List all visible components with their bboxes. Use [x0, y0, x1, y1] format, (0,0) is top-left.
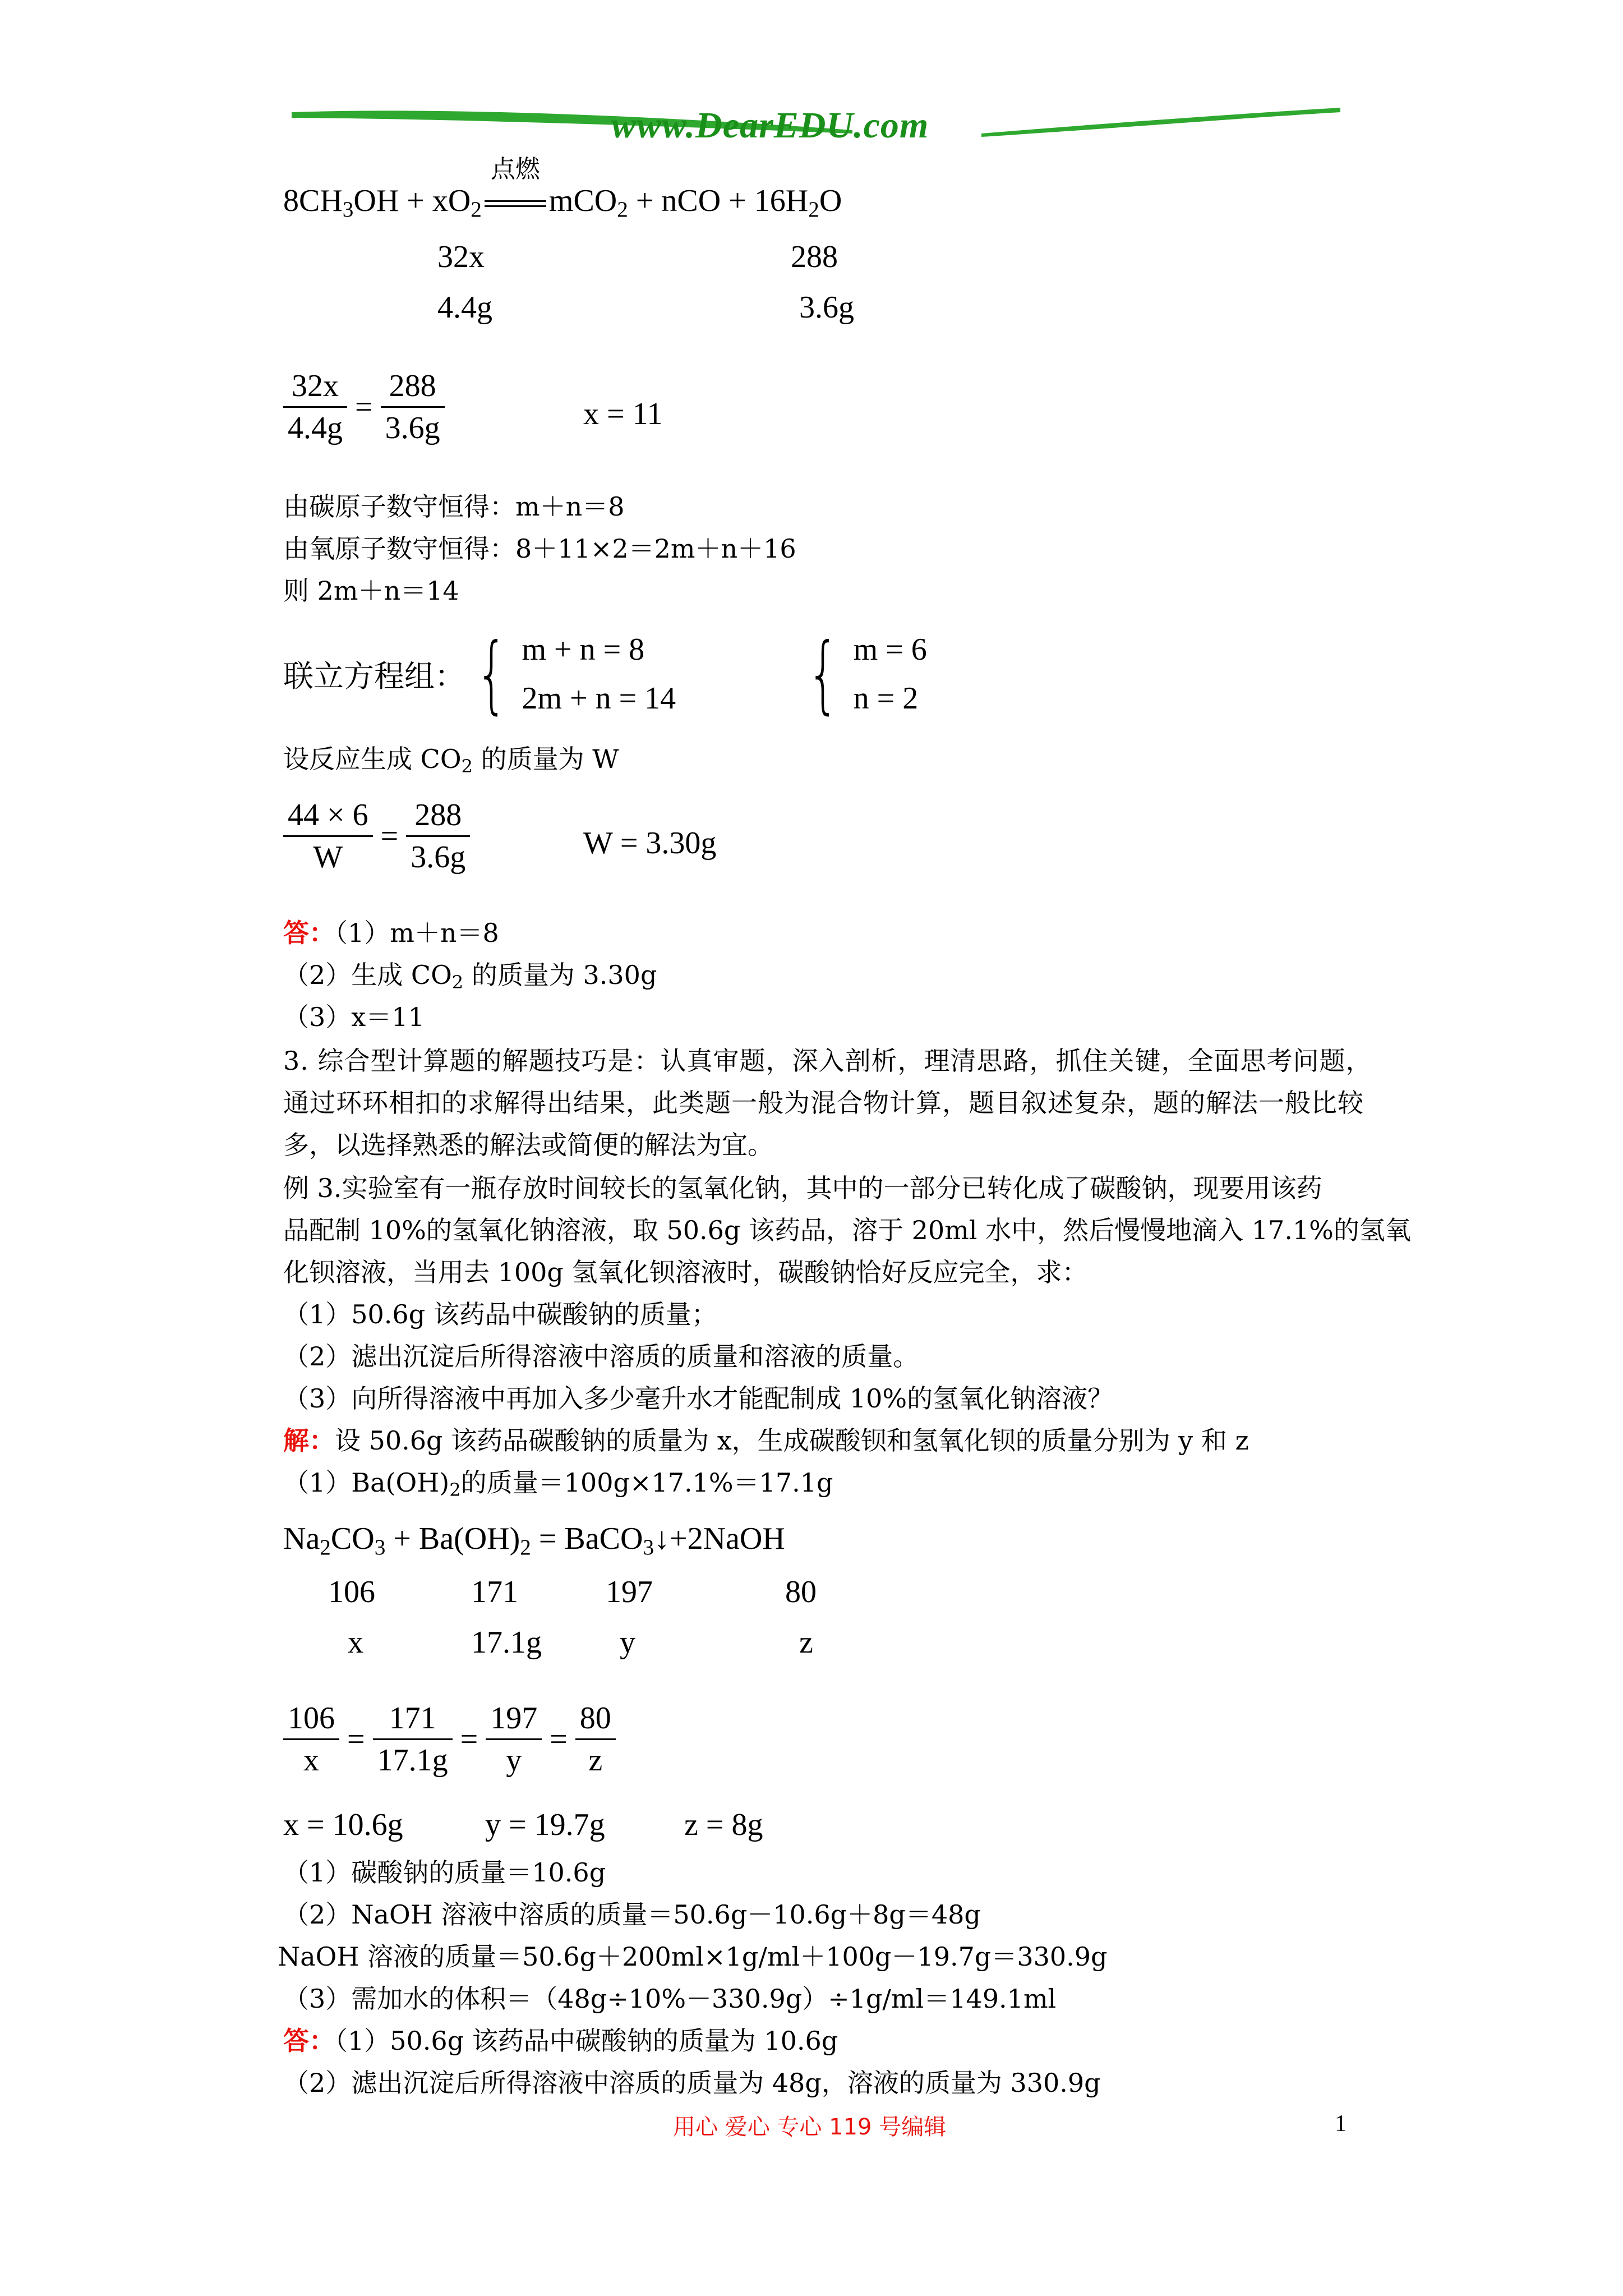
fraction-equation-3: $\frac{106}{x}$ = $\frac{171}{17.1g}$ = $\frac{197}{y}$ = $\frac{80}{z}$ — [283, 1703, 616, 1776]
eq-sub: 3 — [342, 197, 354, 222]
text: （2）生成 CO — [283, 960, 452, 990]
answer-item: （2）滤出沉淀后所得溶液中溶质的质量为 48g，溶液的质量为 330.9g — [283, 2068, 1101, 2098]
text: 设反应生成 CO — [283, 744, 462, 774]
ratio2-bottom: 17.1g — [471, 1625, 542, 1660]
result-w: W = 3.30g — [583, 826, 717, 861]
text: 的质量为 W — [473, 744, 619, 774]
eq-part: 8CH — [283, 183, 343, 218]
result-value: x = 10.6g — [283, 1807, 403, 1842]
example-line: 品配制 10%的氢氧化钠溶液，取 50.6g 该药品，溶于 20ml 水中，然后慢慢地滴入 17.1%的氢氧 — [283, 1215, 1411, 1245]
system-sol: n = 2 — [853, 680, 919, 716]
numerator: 288 — [381, 370, 445, 408]
system-eq: 2m + n = 14 — [522, 680, 676, 716]
site-logo-text: www.DearEDU.com — [611, 105, 929, 146]
fraction — [406, 799, 470, 873]
set-w-line — [283, 746, 619, 775]
eq-sub: 2 — [320, 1535, 331, 1559]
fraction — [575, 1703, 616, 1776]
fraction — [381, 370, 445, 444]
eq-part: mCO — [548, 183, 617, 218]
fraction — [283, 1703, 339, 1776]
eq-part: + Ba(OH) — [385, 1521, 520, 1556]
eq-part: + nCO + 16H — [628, 183, 809, 218]
numerator: 106 — [283, 1703, 339, 1740]
result-value: z = 8g — [684, 1807, 763, 1842]
reaction-equation-2 — [283, 1523, 785, 1558]
sub: 2 — [461, 756, 473, 777]
eq-sub: 2 — [617, 197, 628, 222]
numerator: 171 — [373, 1703, 453, 1740]
answer-item — [283, 962, 657, 991]
eq-part: OH + xO — [353, 183, 471, 218]
system-equations: { m + n = 8 2m + n = 14 — [476, 625, 676, 723]
ratio2-bottom: z — [799, 1625, 813, 1660]
text-line: 由碳原子数守恒得：m＋n＝8 — [283, 491, 625, 522]
eq-sub: 2 — [520, 1535, 531, 1559]
question-item: （2）滤出沉淀后所得溶液中溶质的质量和溶液的质量。 — [283, 1341, 919, 1372]
ratio1-left-bottom: 4.4g — [437, 290, 492, 325]
answer-block-2 — [283, 2028, 838, 2054]
system-label: 联立方程组： — [283, 659, 465, 694]
result-value: y = 19.7g — [485, 1807, 605, 1842]
fraction — [486, 1703, 542, 1776]
denominator: 3.6g — [385, 411, 440, 445]
text-line: （1）碳酸钠的质量＝10.6g — [283, 1857, 606, 1888]
answer-item: （1）m＋n＝8 — [335, 918, 499, 948]
page-number: 1 — [1335, 2111, 1347, 2137]
condition-label: 点燃 — [490, 155, 540, 183]
paragraph-line: 通过环环相扣的求解得出结果，此类题一般为混合物计算，题目叙述复杂，题的解法一般比较 — [283, 1088, 1364, 1118]
ratio1-right-bottom: 3.6g — [799, 290, 854, 325]
system-sol: m = 6 — [853, 632, 927, 667]
denominator: x — [303, 1743, 319, 1778]
equation-system — [283, 625, 927, 723]
fraction-equation-1: $\frac{32x}{4.4g}$ = $\frac{288}{3.6g}$ — [283, 370, 445, 444]
text: 的质量为 3.30g — [463, 960, 657, 990]
text-line: 则 2m＋n＝14 — [283, 576, 459, 606]
numerator: 44 × 6 — [283, 799, 373, 837]
text-line: NaOH 溶液的质量＝50.6g＋200ml×1g/ml＋100g－19.7g＝330.9g — [278, 1941, 1108, 1972]
eq-part: = BaCO — [531, 1521, 643, 1556]
system-solution: { m = 6 n = 2 — [807, 625, 927, 723]
fraction — [283, 799, 373, 873]
eq-part: ↓+2NaOH — [654, 1521, 785, 1556]
eq-part: O — [819, 183, 842, 218]
paragraph-line: 多，以选择熟悉的解法或简便的解法为宜。 — [283, 1130, 773, 1160]
ratio1-left-top: 32x — [437, 240, 485, 274]
result-x: x = 11 — [583, 397, 663, 431]
fraction-equation-2: $\frac{44 \times 6}{W}$ = $\frac{288}{3.6g}$ — [283, 799, 470, 873]
ratio2-bottom: y — [620, 1625, 635, 1660]
text: 设 50.6g 该药品碳酸钠的质量为 x，生成碳酸钡和氢氧化钡的质量分别为 y 和 z — [335, 1425, 1249, 1456]
ratio2-bottom: x — [348, 1625, 363, 1660]
answer-label: 答： — [283, 2026, 335, 2056]
question-item: （1）50.6g 该药品中碳酸钠的质量； — [283, 1299, 717, 1329]
text: （1）Ba(OH) — [283, 1467, 450, 1498]
fraction — [373, 1703, 453, 1776]
system-eq: m + n = 8 — [522, 632, 645, 667]
fraction — [283, 370, 347, 444]
eq-sub: 3 — [374, 1535, 386, 1559]
answer-item: （3）x＝11 — [283, 1002, 425, 1032]
eq-sub: 2 — [471, 197, 482, 222]
solution-intro — [283, 1425, 1249, 1456]
eq-sub: 2 — [808, 197, 819, 222]
text-line: （3）需加水的体积＝（48g÷10%－330.9g）÷1g/ml＝149.1ml — [283, 1984, 1057, 2014]
paragraph-line: 3. 综合型计算题的解题技巧是：认真审题，深入剖析，理清思路，抓住关键，全面思考问题， — [283, 1046, 1372, 1076]
denominator: y — [506, 1743, 522, 1778]
example-line: 化钡溶液，当用去 100g 氢氧化钡溶液时，碳酸钠恰好反应完全，求： — [283, 1257, 1088, 1287]
ratio2-top: 106 — [328, 1575, 375, 1609]
eq-part: CO — [330, 1521, 375, 1556]
solution-label: 解： — [283, 1425, 335, 1456]
numerator: 80 — [575, 1703, 616, 1740]
denominator: W — [313, 840, 343, 875]
eq-sub: 3 — [643, 1535, 654, 1559]
answer-item: （1）50.6g 该药品中碳酸钠的质量为 10.6g — [335, 2026, 838, 2056]
answer-block-1 — [283, 920, 499, 946]
answer-label: 答： — [283, 918, 335, 948]
text-line: （2）NaOH 溶液中溶质的质量＝50.6g－10.6g＋8g＝48g — [283, 1899, 981, 1930]
question-item: （3）向所得溶液中再加入多少毫升水才能配制成 10%的氢氧化钠溶液？ — [283, 1383, 1114, 1414]
sub: 2 — [449, 1479, 461, 1501]
text-line: 由氧原子数守恒得：8＋11×2＝2m＋n＋16 — [283, 533, 796, 564]
ratio2-top: 171 — [471, 1575, 518, 1609]
reaction-equation-1 — [283, 155, 842, 222]
ratio1-right-top: 288 — [791, 240, 838, 274]
denominator: 17.1g — [377, 1743, 448, 1778]
numerator: 288 — [406, 799, 470, 837]
footer-text: 用心 爱心 专心 119 号编辑 — [673, 2114, 947, 2140]
sub: 2 — [451, 972, 464, 993]
text: 的质量＝100g×17.1%＝17.1g — [460, 1467, 833, 1498]
example-line: 例 3.实验室有一瓶存放时间较长的氢氧化钠，其中的一部分已转化成了碳酸钠，现要用该药 — [283, 1173, 1322, 1203]
eq-part: Na — [283, 1521, 320, 1556]
denominator: 4.4g — [288, 411, 343, 445]
numerator: 32x — [283, 370, 347, 408]
ratio2-top: 197 — [606, 1575, 653, 1609]
ratio2-top: 80 — [785, 1575, 817, 1609]
denominator: 3.6g — [411, 840, 466, 875]
numerator: 197 — [486, 1703, 542, 1740]
solution-line — [283, 1467, 833, 1501]
condition-arrow — [482, 155, 549, 217]
denominator: z — [588, 1743, 603, 1778]
